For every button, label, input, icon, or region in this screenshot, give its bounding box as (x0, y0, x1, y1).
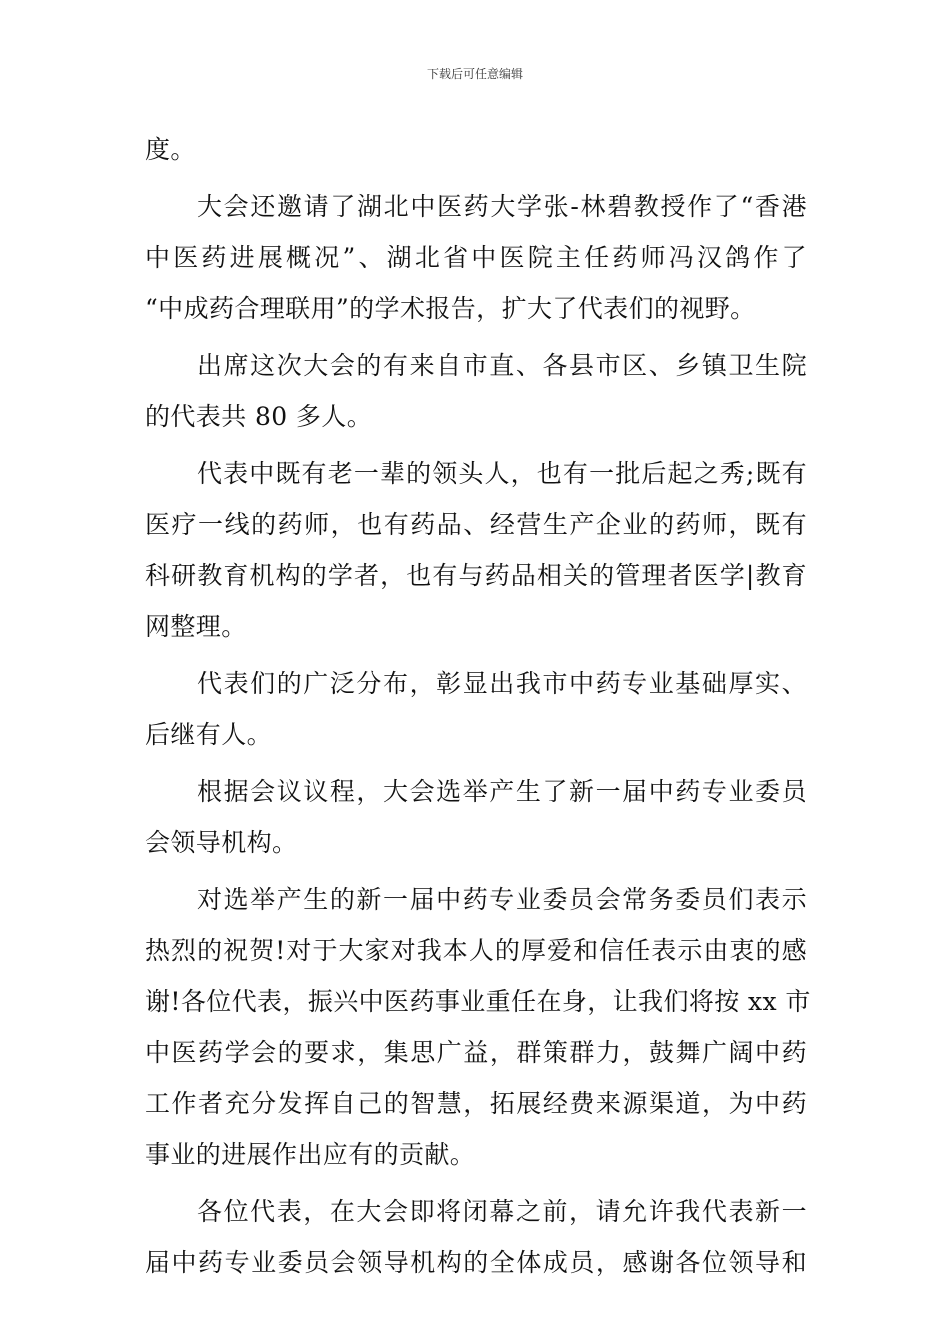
text-line: 根据会议议程，大会选举产生了新一届中药专业委员 (197, 777, 807, 806)
text-line: 代表中既有老一辈的领头人，也有一批后起之秀;既有 (197, 459, 807, 488)
text-line: 的代表共 80 多人。 (145, 402, 373, 431)
paragraph (145, 181, 807, 334)
document-body (145, 124, 811, 1288)
text-line: 后继有人。 (145, 720, 273, 749)
text-line: 中医药进展概况”、湖北省中医院主任药师冯汉鸽作了 (145, 243, 807, 272)
paragraph (145, 124, 807, 175)
paragraph (145, 658, 807, 760)
text-line: 届中药专业委员会领导机构的全体成员，感谢各位领导和 (145, 1248, 807, 1277)
text-line: 大会还邀请了湖北中医药大学张-林碧教授作了“香港 (197, 192, 807, 221)
text-line: 科研教育机构的学者，也有与药品相关的管理者医学|教育 (145, 561, 807, 590)
text-line: 各位代表，在大会即将闭幕之前，请允许我代表新一 (197, 1197, 807, 1226)
text-line: 热烈的祝贺!对于大家对我本人的厚爱和信任表示由衷的感 (145, 936, 807, 965)
paragraph (145, 1186, 807, 1288)
paragraph (145, 448, 807, 652)
text-line: 出席这次大会的有来自市直、各县市区、乡镇卫生院 (197, 351, 807, 380)
page-header: 下载后可任意编辑 (426, 67, 523, 81)
paragraph (145, 766, 807, 868)
text-line: 中医药学会的要求，集思广益，群策群力，鼓舞广阔中药 (145, 1038, 807, 1067)
text-line: 会领导机构。 (145, 828, 298, 857)
text-line: 代表们的广泛分布，彰显出我市中药专业基础厚实、 (197, 669, 807, 698)
text-line: 网整理。 (145, 612, 247, 641)
text-line: 事业的进展作出应有的贡献。 (145, 1140, 476, 1169)
text-line: “中成药合理联用”的学术报告，扩大了代表们的视野。 (145, 294, 756, 323)
text-line: 医疗一线的药师，也有药品、经营生产企业的药师，既有 (145, 510, 807, 539)
text-line: 工作者充分发挥自己的智慧，拓展经费来源渠道，为中药 (145, 1089, 807, 1118)
paragraph (145, 874, 811, 1180)
text-line: 度。 (145, 135, 196, 164)
text-line: 谢!各位代表，振兴中医药事业重任在身，让我们将按 xx 市 (145, 987, 811, 1016)
text-line: 对选举产生的新一届中药专业委员会常务委员们表示 (197, 885, 807, 914)
paragraph (145, 340, 807, 442)
